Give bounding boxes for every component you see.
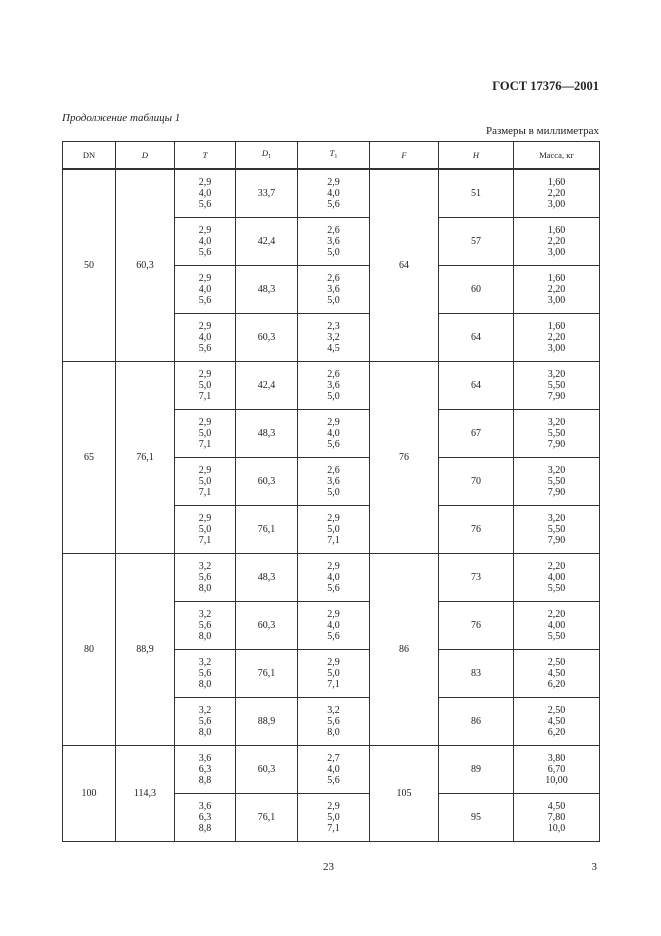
cell-t1-value: 2,9 bbox=[327, 609, 340, 620]
cell-t-value: 5,6 bbox=[198, 343, 212, 354]
cell-t1-value: 5,6 bbox=[327, 583, 340, 594]
cell-t1 bbox=[298, 650, 370, 698]
cell-mass-value: 5,50 bbox=[547, 428, 566, 439]
cell-dn: 100 bbox=[63, 746, 116, 842]
cell-dn: 80 bbox=[63, 554, 116, 746]
cell-h: 89 bbox=[439, 746, 514, 794]
cell-t1-value: 4,0 bbox=[327, 764, 340, 775]
cell-t1 bbox=[298, 794, 370, 842]
cell-mass-value: 2,50 bbox=[547, 657, 566, 668]
cell-d1: 42,4 bbox=[236, 362, 298, 410]
cell-t-value: 5,6 bbox=[198, 668, 212, 679]
cell-t-value: 2,9 bbox=[198, 225, 212, 236]
cell-mass-value: 1,60 bbox=[547, 177, 566, 188]
cell-t1-value: 5,6 bbox=[327, 631, 340, 642]
table-row bbox=[63, 746, 600, 794]
cell-t1-value: 5,6 bbox=[327, 716, 340, 727]
cell-mass bbox=[514, 506, 600, 554]
cell-t-value: 5,0 bbox=[198, 476, 212, 487]
cell-mass-value: 4,50 bbox=[547, 716, 566, 727]
cell-t-value: 4,0 bbox=[198, 332, 212, 343]
standard-number: ГОСТ 17376—2001 bbox=[492, 79, 599, 93]
cell-d1: 76,1 bbox=[236, 794, 298, 842]
cell-h: 67 bbox=[439, 410, 514, 458]
cell-t-value: 7,1 bbox=[198, 487, 212, 498]
table-body bbox=[63, 169, 600, 842]
cell-d1: 76,1 bbox=[236, 650, 298, 698]
cell-mass-value: 4,50 bbox=[547, 801, 566, 812]
cell-mass-value: 3,20 bbox=[547, 417, 566, 428]
cell-t1-value: 2,6 bbox=[327, 273, 340, 284]
cell-h: 64 bbox=[439, 362, 514, 410]
cell-t1-value: 5,0 bbox=[327, 295, 340, 306]
cell-t1 bbox=[298, 410, 370, 458]
cell-t1-value: 4,0 bbox=[327, 620, 340, 631]
cell-mass-value: 5,50 bbox=[547, 524, 566, 535]
cell-t-value: 3,6 bbox=[198, 801, 212, 812]
cell-t1 bbox=[298, 218, 370, 266]
sheet-number: 3 bbox=[591, 861, 597, 873]
cell-t-value: 5,6 bbox=[198, 572, 212, 583]
cell-f: 86 bbox=[370, 554, 439, 746]
cell-t-value: 4,0 bbox=[198, 188, 212, 199]
cell-t1-value: 7,1 bbox=[327, 823, 340, 834]
cell-mass-value: 4,00 bbox=[547, 572, 566, 583]
cell-t1-value: 4,0 bbox=[327, 572, 340, 583]
cell-t1 bbox=[298, 458, 370, 506]
column-header-d1: $D_1$ bbox=[236, 142, 298, 169]
cell-dn: 50 bbox=[63, 170, 116, 362]
cell-t1-value: 2,6 bbox=[327, 369, 340, 380]
cell-h: 76 bbox=[439, 602, 514, 650]
cell-t1-value: 5,0 bbox=[327, 247, 340, 258]
cell-d: 76,1 bbox=[116, 362, 175, 554]
cell-mass bbox=[514, 218, 600, 266]
cell-t1-value: 2,9 bbox=[327, 417, 340, 428]
cell-t bbox=[175, 218, 236, 266]
cell-d1: 48,3 bbox=[236, 554, 298, 602]
cell-d1: 33,7 bbox=[236, 170, 298, 218]
cell-t1-value: 5,6 bbox=[327, 439, 340, 450]
cell-t-value: 4,0 bbox=[198, 284, 212, 295]
cell-mass-value: 3,20 bbox=[547, 513, 566, 524]
cell-t-value: 2,9 bbox=[198, 273, 212, 284]
cell-t bbox=[175, 314, 236, 362]
cell-t-value: 5,6 bbox=[198, 295, 212, 306]
cell-t-value: 2,9 bbox=[198, 321, 212, 332]
cell-t bbox=[175, 170, 236, 218]
cell-mass-value: 3,00 bbox=[547, 199, 566, 210]
cell-mass bbox=[514, 170, 600, 218]
cell-t1-value: 2,6 bbox=[327, 465, 340, 476]
cell-mass-value: 5,50 bbox=[547, 583, 566, 594]
cell-t-value: 2,9 bbox=[198, 369, 212, 380]
cell-t1-value: 7,1 bbox=[327, 679, 340, 690]
cell-t1 bbox=[298, 698, 370, 746]
cell-mass bbox=[514, 698, 600, 746]
cell-mass bbox=[514, 362, 600, 410]
cell-t-value: 6,3 bbox=[198, 764, 212, 775]
cell-mass-value: 7,80 bbox=[547, 812, 566, 823]
column-header-f: F bbox=[370, 142, 439, 169]
cell-t-value: 5,6 bbox=[198, 620, 212, 631]
cell-h: 86 bbox=[439, 698, 514, 746]
cell-t1-value: 5,6 bbox=[327, 775, 340, 786]
cell-t-value: 6,3 bbox=[198, 812, 212, 823]
cell-mass bbox=[514, 410, 600, 458]
cell-h: 57 bbox=[439, 218, 514, 266]
cell-t1 bbox=[298, 554, 370, 602]
table-row bbox=[63, 554, 600, 602]
cell-mass-value: 3,00 bbox=[547, 343, 566, 354]
cell-mass-value: 2,20 bbox=[547, 284, 566, 295]
cell-t bbox=[175, 746, 236, 794]
units-note: Размеры в миллиметрах bbox=[486, 125, 599, 137]
cell-t1 bbox=[298, 170, 370, 218]
cell-mass bbox=[514, 458, 600, 506]
cell-t1-value: 4,5 bbox=[327, 343, 340, 354]
cell-mass-value: 5,50 bbox=[547, 631, 566, 642]
cell-dn: 65 bbox=[63, 362, 116, 554]
cell-t1 bbox=[298, 314, 370, 362]
cell-t1-value: 5,0 bbox=[327, 524, 340, 535]
cell-mass bbox=[514, 314, 600, 362]
cell-mass bbox=[514, 794, 600, 842]
cell-t-value: 4,0 bbox=[198, 236, 212, 247]
cell-t1-value: 4,0 bbox=[327, 428, 340, 439]
cell-t1-value: 3,2 bbox=[327, 705, 340, 716]
cell-mass-value: 6,20 bbox=[547, 727, 566, 738]
cell-h: 95 bbox=[439, 794, 514, 842]
cell-t1-value: 3,6 bbox=[327, 284, 340, 295]
cell-d1: 76,1 bbox=[236, 506, 298, 554]
table-row bbox=[63, 170, 600, 218]
cell-t1-value: 2,3 bbox=[327, 321, 340, 332]
table-row bbox=[63, 362, 600, 410]
cell-d1: 88,9 bbox=[236, 698, 298, 746]
cell-t1-value: 7,1 bbox=[327, 535, 340, 546]
cell-t1-value: 3,2 bbox=[327, 332, 340, 343]
cell-t-value: 8,8 bbox=[198, 775, 212, 786]
cell-mass-value: 10,00 bbox=[545, 775, 568, 786]
cell-t-value: 3,6 bbox=[198, 753, 212, 764]
cell-t-value: 5,6 bbox=[198, 247, 212, 258]
cell-mass-value: 7,90 bbox=[547, 439, 566, 450]
cell-t1 bbox=[298, 506, 370, 554]
cell-t-value: 2,9 bbox=[198, 513, 212, 524]
cell-t-value: 7,1 bbox=[198, 391, 212, 402]
cell-t1-value: 2,6 bbox=[327, 225, 340, 236]
cell-t1-value: 2,9 bbox=[327, 177, 340, 188]
dimensions-table bbox=[62, 141, 600, 842]
cell-mass-value: 6,70 bbox=[547, 764, 566, 775]
cell-mass-value: 2,20 bbox=[547, 561, 566, 572]
cell-d1: 48,3 bbox=[236, 410, 298, 458]
cell-t-value: 7,1 bbox=[198, 439, 212, 450]
cell-d1: 60,3 bbox=[236, 602, 298, 650]
cell-mass-value: 7,90 bbox=[547, 391, 566, 402]
cell-t1 bbox=[298, 602, 370, 650]
cell-t bbox=[175, 794, 236, 842]
cell-t-value: 8,0 bbox=[198, 631, 212, 642]
cell-t-value: 2,9 bbox=[198, 465, 212, 476]
cell-h: 70 bbox=[439, 458, 514, 506]
cell-t1-value: 2,9 bbox=[327, 801, 340, 812]
cell-f: 64 bbox=[370, 170, 439, 362]
cell-t bbox=[175, 410, 236, 458]
cell-t-value: 8,0 bbox=[198, 679, 212, 690]
cell-t1 bbox=[298, 362, 370, 410]
cell-t1-value: 5,0 bbox=[327, 487, 340, 498]
table-continuation-caption: Продолжение таблицы 1 bbox=[62, 112, 181, 124]
cell-t-value: 3,2 bbox=[198, 657, 212, 668]
cell-t bbox=[175, 602, 236, 650]
cell-t1-value: 8,0 bbox=[327, 727, 340, 738]
cell-mass-value: 6,20 bbox=[547, 679, 566, 690]
cell-t-value: 8,8 bbox=[198, 823, 212, 834]
cell-d1: 60,3 bbox=[236, 314, 298, 362]
cell-t-value: 5,0 bbox=[198, 380, 212, 391]
cell-h: 64 bbox=[439, 314, 514, 362]
cell-mass-value: 1,60 bbox=[547, 273, 566, 284]
cell-mass-value: 3,00 bbox=[547, 295, 566, 306]
cell-mass-value: 10,0 bbox=[547, 823, 566, 834]
cell-mass-value: 7,90 bbox=[547, 535, 566, 546]
cell-mass bbox=[514, 650, 600, 698]
cell-mass-value: 2,20 bbox=[547, 332, 566, 343]
column-header-mass: Масса, кг bbox=[514, 142, 600, 169]
cell-d: 60,3 bbox=[116, 170, 175, 362]
cell-mass-value: 4,50 bbox=[547, 668, 566, 679]
cell-t1 bbox=[298, 746, 370, 794]
cell-mass-value: 2,20 bbox=[547, 609, 566, 620]
cell-d1: 60,3 bbox=[236, 746, 298, 794]
cell-mass-value: 7,90 bbox=[547, 487, 566, 498]
cell-t-value: 8,0 bbox=[198, 583, 212, 594]
cell-t-value: 5,0 bbox=[198, 524, 212, 535]
cell-mass-value: 2,20 bbox=[547, 188, 566, 199]
cell-d1: 42,4 bbox=[236, 218, 298, 266]
cell-t-value: 3,2 bbox=[198, 705, 212, 716]
page-number: 23 bbox=[323, 861, 334, 873]
cell-d1: 48,3 bbox=[236, 266, 298, 314]
cell-mass bbox=[514, 554, 600, 602]
cell-t1-value: 5,0 bbox=[327, 812, 340, 823]
cell-t-value: 3,2 bbox=[198, 561, 212, 572]
cell-mass bbox=[514, 266, 600, 314]
cell-f: 76 bbox=[370, 362, 439, 554]
cell-h: 76 bbox=[439, 506, 514, 554]
cell-h: 60 bbox=[439, 266, 514, 314]
cell-mass-value: 1,60 bbox=[547, 321, 566, 332]
cell-h: 51 bbox=[439, 170, 514, 218]
cell-t bbox=[175, 650, 236, 698]
cell-mass-value: 2,20 bbox=[547, 236, 566, 247]
cell-t-value: 5,0 bbox=[198, 428, 212, 439]
cell-t1-value: 4,0 bbox=[327, 188, 340, 199]
column-header-h: H bbox=[439, 142, 514, 169]
cell-t1-value: 5,0 bbox=[327, 668, 340, 679]
cell-t1-value: 2,7 bbox=[327, 753, 340, 764]
cell-t1-value: 2,9 bbox=[327, 657, 340, 668]
cell-d: 88,9 bbox=[116, 554, 175, 746]
cell-t bbox=[175, 554, 236, 602]
cell-t-value: 2,9 bbox=[198, 177, 212, 188]
cell-mass bbox=[514, 602, 600, 650]
cell-mass-value: 3,20 bbox=[547, 369, 566, 380]
column-header-dn: DN bbox=[63, 142, 116, 169]
cell-t bbox=[175, 506, 236, 554]
cell-mass-value: 4,00 bbox=[547, 620, 566, 631]
cell-mass-value: 5,50 bbox=[547, 476, 566, 487]
cell-t1-value: 3,6 bbox=[327, 236, 340, 247]
cell-t-value: 5,6 bbox=[198, 199, 212, 210]
cell-d1: 60,3 bbox=[236, 458, 298, 506]
column-header-t: T bbox=[175, 142, 236, 169]
cell-t-value: 5,6 bbox=[198, 716, 212, 727]
cell-mass-value: 5,50 bbox=[547, 380, 566, 391]
cell-mass-value: 2,50 bbox=[547, 705, 566, 716]
cell-t bbox=[175, 698, 236, 746]
cell-t bbox=[175, 266, 236, 314]
cell-mass-value: 3,20 bbox=[547, 465, 566, 476]
cell-t bbox=[175, 362, 236, 410]
cell-mass-value: 3,80 bbox=[547, 753, 566, 764]
cell-t1-value: 3,6 bbox=[327, 380, 340, 391]
cell-t-value: 2,9 bbox=[198, 417, 212, 428]
cell-mass-value: 1,60 bbox=[547, 225, 566, 236]
table-header-row bbox=[63, 142, 600, 169]
cell-t-value: 8,0 bbox=[198, 727, 212, 738]
cell-t-value: 7,1 bbox=[198, 535, 212, 546]
cell-t1-value: 2,9 bbox=[327, 561, 340, 572]
cell-f: 105 bbox=[370, 746, 439, 842]
cell-t-value: 3,2 bbox=[198, 609, 212, 620]
column-header-d: D bbox=[116, 142, 175, 169]
cell-t1-value: 5,0 bbox=[327, 391, 340, 402]
cell-t bbox=[175, 458, 236, 506]
cell-mass-value: 3,00 bbox=[547, 247, 566, 258]
cell-t1-value: 5,6 bbox=[327, 199, 340, 210]
cell-mass bbox=[514, 746, 600, 794]
cell-t1-value: 2,9 bbox=[327, 513, 340, 524]
cell-d: 114,3 bbox=[116, 746, 175, 842]
cell-t1-value: 3,6 bbox=[327, 476, 340, 487]
cell-h: 73 bbox=[439, 554, 514, 602]
cell-t1 bbox=[298, 266, 370, 314]
cell-h: 83 bbox=[439, 650, 514, 698]
column-header-t1: $T_1$ bbox=[298, 142, 370, 169]
